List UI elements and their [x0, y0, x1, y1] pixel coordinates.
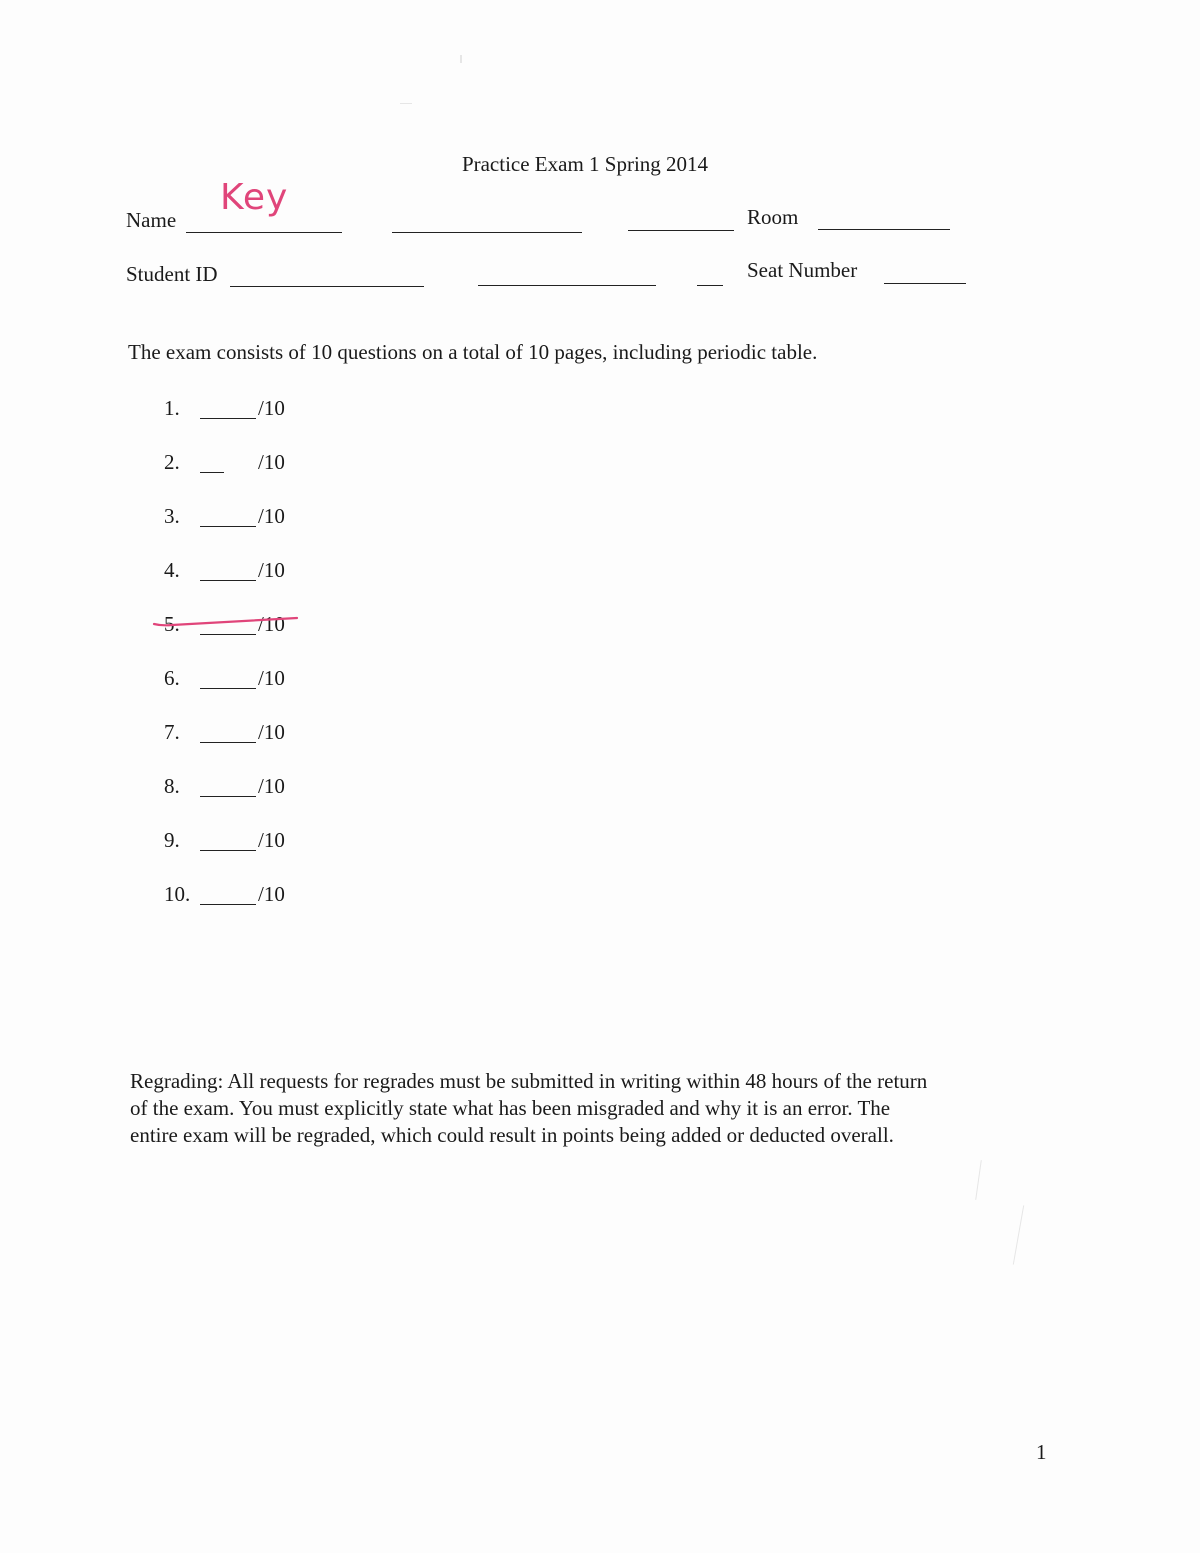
regrading-line-2: of the exam. You must explicitly state what has been misgraded and why it is an error. The — [130, 1096, 891, 1120]
score-row — [160, 504, 360, 558]
question-number: 5. — [164, 612, 180, 636]
score-max: /10 — [258, 666, 285, 690]
seat-number-blank — [884, 283, 966, 284]
score-blank — [200, 418, 256, 419]
score-max: /10 — [258, 558, 285, 582]
name-blank-2 — [392, 232, 582, 233]
score-row — [160, 828, 360, 882]
score-blank — [200, 688, 256, 689]
score-row — [160, 774, 360, 828]
scan-artifact — [400, 103, 412, 104]
score-row — [160, 450, 360, 504]
name-handwritten-value: Key — [220, 177, 289, 218]
score-blank — [200, 742, 256, 743]
score-max: /10 — [258, 774, 285, 798]
score-row — [160, 558, 360, 612]
strike-through-mark — [152, 615, 302, 629]
score-blank — [200, 850, 256, 851]
score-blank — [200, 904, 256, 905]
room-label: Room — [747, 205, 799, 229]
student-id-blank-2 — [478, 285, 656, 286]
score-max: /10 — [258, 612, 285, 636]
exam-title: Practice Exam 1 Spring 2014 — [461, 152, 709, 176]
page-number: 1 — [1036, 1440, 1047, 1464]
score-blank — [200, 796, 256, 797]
score-max: /10 — [258, 450, 285, 474]
score-blank — [200, 580, 256, 581]
student-id-blank — [230, 286, 424, 287]
name-label: Name — [126, 208, 177, 232]
regrading-line-3: entire exam will be regraded, which could result in points being added or deducted overall. — [130, 1123, 894, 1147]
question-number: 10. — [164, 882, 191, 906]
score-row — [160, 396, 360, 450]
score-row — [160, 720, 360, 774]
score-list — [160, 396, 360, 936]
question-number: 1. — [164, 396, 180, 420]
exam-intro-text: The exam consists of 10 questions on a total of 10 pages, including periodic table. — [128, 340, 818, 364]
score-blank — [200, 634, 256, 635]
question-number: 9. — [164, 828, 180, 852]
score-max: /10 — [258, 504, 285, 528]
score-blank — [200, 526, 256, 527]
scan-artifact — [460, 55, 462, 63]
student-id-label: Student ID — [126, 262, 218, 286]
regrading-policy — [130, 1068, 1050, 1149]
scan-artifact — [1013, 1205, 1024, 1264]
question-number: 3. — [164, 504, 180, 528]
score-blank — [200, 472, 224, 473]
seat-number-label: Seat Number — [747, 258, 858, 282]
regrading-line-1: Regrading: All requests for regrades must be submitted in writing within 48 hours of the return — [130, 1069, 928, 1093]
score-row — [160, 666, 360, 720]
score-max: /10 — [258, 882, 285, 906]
score-max: /10 — [258, 828, 285, 852]
question-number: 8. — [164, 774, 180, 798]
student-id-blank-3 — [697, 285, 723, 286]
question-number: 6. — [164, 666, 180, 690]
room-blank — [818, 229, 950, 230]
question-number: 2. — [164, 450, 180, 474]
question-number: 4. — [164, 558, 180, 582]
question-number: 7. — [164, 720, 180, 744]
name-blank-3 — [628, 230, 734, 231]
scan-artifact — [975, 1160, 982, 1200]
score-max: /10 — [258, 396, 285, 420]
score-row — [160, 882, 360, 936]
score-max: /10 — [258, 720, 285, 744]
